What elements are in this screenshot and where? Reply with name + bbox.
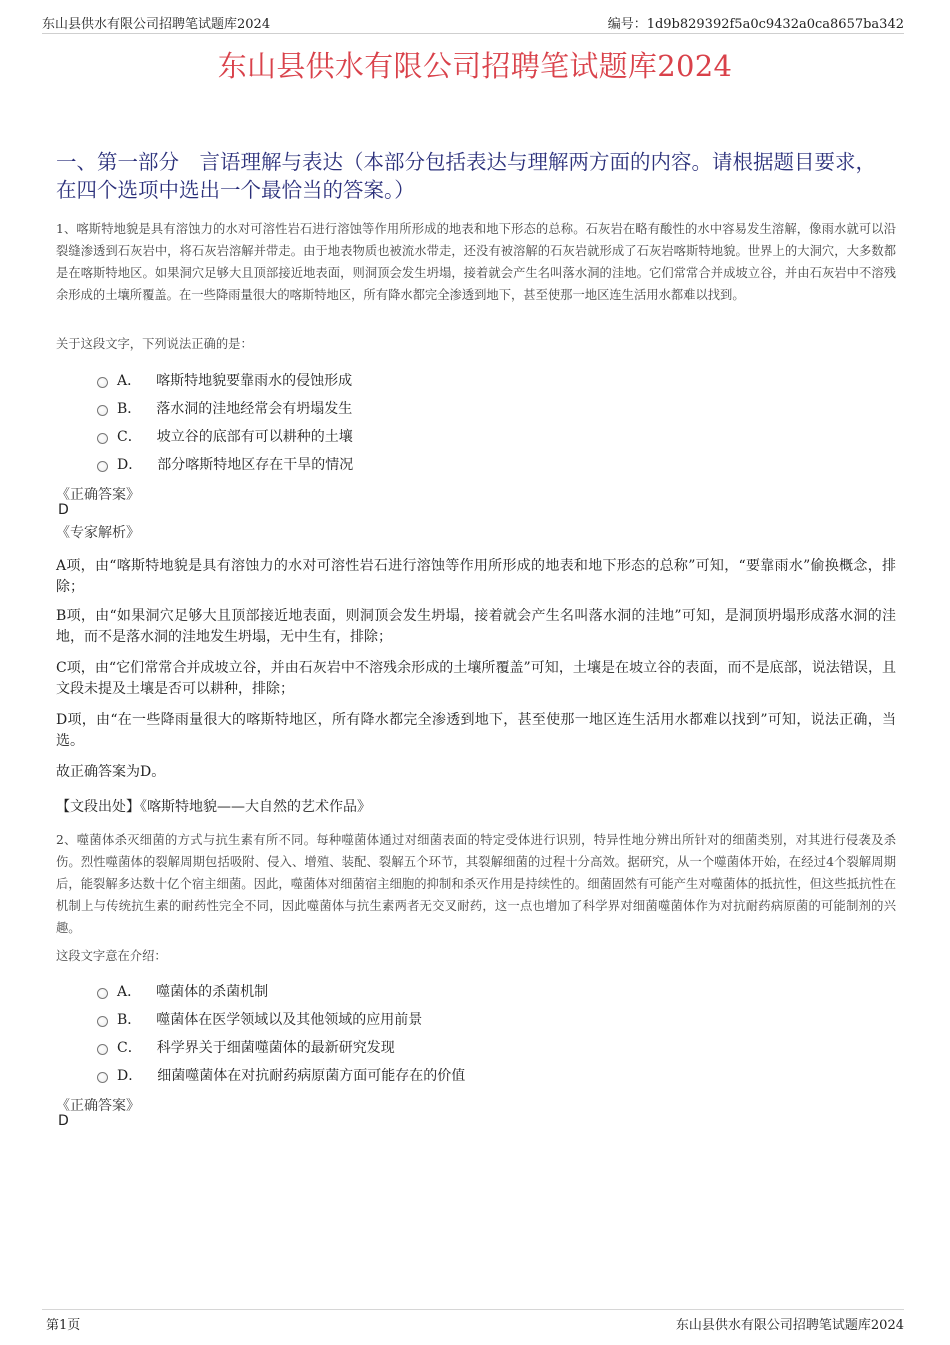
radio-icon[interactable] xyxy=(97,1072,108,1083)
option-text: 科学界关于细菌噬菌体的最新研究发现 xyxy=(156,1040,395,1056)
q2-option-c[interactable] xyxy=(97,1037,395,1057)
footer-divider xyxy=(42,1309,904,1310)
radio-icon[interactable] xyxy=(97,1016,108,1027)
option-letter: C． xyxy=(117,429,142,445)
q2-question: 这段文字意在介绍： xyxy=(56,949,167,963)
radio-icon[interactable] xyxy=(97,1044,108,1055)
header-serial-number: 编号：1d9b829392f5a0c9432a0ca8657ba342 xyxy=(607,17,904,32)
q2-answer-label: 《正确答案》 xyxy=(56,1098,140,1114)
q2-option-b[interactable] xyxy=(97,1009,422,1029)
option-letter: A． xyxy=(117,984,142,1000)
radio-icon[interactable] xyxy=(97,405,108,416)
option-letter: B． xyxy=(117,401,142,417)
section-heading: 一、第一部分 言语理解与表达（本部分包括表达与理解两方面的内容。请根据题目要求，在四个选项中选出一个最恰当的答案。） xyxy=(56,150,876,202)
q1-analysis-label: 《专家解析》 xyxy=(56,525,140,541)
q1-question: 关于这段文字，下列说法正确的是： xyxy=(56,337,253,351)
q1-passage: 1、喀斯特地貌是具有溶蚀力的水对可溶性岩石进行溶蚀等作用所形成的地表和地下形态的总称。石灰岩在略有酸性的水中容易发生溶解，像雨水就可以沿裂缝渗透到石灰岩中，将石灰岩溶解并带走。由于地表物质也被流水带走，还没有被溶解的石灰岩就形成了石灰岩喀斯特地貌。世界上的大洞穴，大多数都是在喀斯特地区。如果洞穴足够大且顶部接近地表面，则洞顶会发生坍塌，接着就会产生名叫落水洞的洼地。它们常常合并成坡立谷，并由石灰岩中不溶残余形成的土壤所覆盖。在一些降雨量很大的喀斯特地区，所有降水都完全渗透到地下，甚至使那一地区连生活用水都难以找到。 xyxy=(56,222,896,302)
q2-answer: D xyxy=(58,1113,69,1129)
q1-analysis-a: A项，由“喀斯特地貌是具有溶蚀力的水对可溶性岩石进行溶蚀等作用所形成的地表和地下形态的总称”可知，“要靠雨水”偷换概念，排除； xyxy=(56,558,896,595)
q1-option-c[interactable] xyxy=(97,426,353,446)
q1-analysis-c: C项，由“它们常常合并成坡立谷，并由石灰岩中不溶残余形成的土壤所覆盖”可知，土壤是在坡立谷的表面，而不是底部，说法错误，且文段未提及土壤是否可以耕种，排除； xyxy=(56,660,896,697)
option-text: 坡立谷的底部有可以耕种的土壤 xyxy=(156,429,353,445)
q1-analysis-b: B项，由“如果洞穴足够大且顶部接近地表面，则洞顶会发生坍塌，接着就会产生名叫落水洞的洼地”可知，是洞顶坍塌形成落水洞的洼地，而不是落水洞的洼地发生坍塌，无中生有，排除； xyxy=(56,608,896,645)
option-letter: D． xyxy=(117,457,143,473)
header-divider xyxy=(42,33,904,34)
footer-doc-title: 东山县供水有限公司招聘笔试题库2024 xyxy=(675,1318,904,1333)
option-letter: B． xyxy=(117,1012,142,1028)
q1-answer: D xyxy=(58,502,69,518)
radio-icon[interactable] xyxy=(97,433,108,444)
option-text: 部分喀斯特地区存在干旱的情况 xyxy=(157,457,354,473)
q2-passage: 2、噬菌体杀灭细菌的方式与抗生素有所不同。每种噬菌体通过对细菌表面的特定受体进行识别，特异性地分辨出所针对的细菌类别，对其进行侵袭及杀伤。烈性噬菌体的裂解周期包括吸附、侵入、增殖、装配、裂解五个环节，其裂解细菌的过程十分高效。据研究，从一个噬菌体开始，在经过4个裂解周期后，能裂解多达数十亿个宿主细菌。因此，噬菌体对细菌宿主细胞的抑制和杀灭作用是持续性的。细菌固然有可能产生对噬菌体的抵抗性，但这些抵抗性在机制上与传统抗生素的耐药性完全不同，因此噬菌体与抗生素两者无交叉耐药，这一点也增加了科学界对细菌噬菌体作为对抗耐药病原菌的可能制剂的兴趣。 xyxy=(56,833,896,935)
option-text: 喀斯特地貌要靠雨水的侵蚀形成 xyxy=(156,373,353,389)
q1-option-a[interactable] xyxy=(97,370,352,390)
q2-option-a[interactable] xyxy=(97,981,268,1001)
q1-option-d[interactable] xyxy=(97,454,353,474)
q1-option-b[interactable] xyxy=(97,398,352,418)
q1-analysis-d: D项，由“在一些降雨量很大的喀斯特地区，所有降水都完全渗透到地下，甚至使那一地区连生活用水都难以找到”可知，说法正确，当选。 xyxy=(56,712,896,749)
q2-option-d[interactable] xyxy=(97,1065,465,1085)
option-letter: A． xyxy=(117,373,142,389)
radio-icon[interactable] xyxy=(97,377,108,388)
header-doc-title: 东山县供水有限公司招聘笔试题库2024 xyxy=(42,17,271,32)
option-text: 落水洞的洼地经常会有坍塌发生 xyxy=(156,401,353,417)
page-number: 第1页 xyxy=(46,1318,81,1333)
radio-icon[interactable] xyxy=(97,988,108,999)
option-text: 噬菌体在医学领域以及其他领域的应用前景 xyxy=(156,1012,423,1028)
q1-conclusion: 故正确答案为D。 xyxy=(56,764,166,780)
option-letter: C． xyxy=(117,1040,142,1056)
option-text: 噬菌体的杀菌机制 xyxy=(156,984,269,1000)
option-letter: D． xyxy=(117,1068,143,1084)
radio-icon[interactable] xyxy=(97,461,108,472)
q1-answer-label: 《正确答案》 xyxy=(56,487,140,503)
option-text: 细菌噬菌体在对抗耐药病原菌方面可能存在的价值 xyxy=(157,1068,466,1084)
page-title: 东山县供水有限公司招聘笔试题库2024 xyxy=(217,49,733,83)
q1-source: 【文段出处】《喀斯特地貌——大自然的艺术作品》 xyxy=(56,799,371,815)
